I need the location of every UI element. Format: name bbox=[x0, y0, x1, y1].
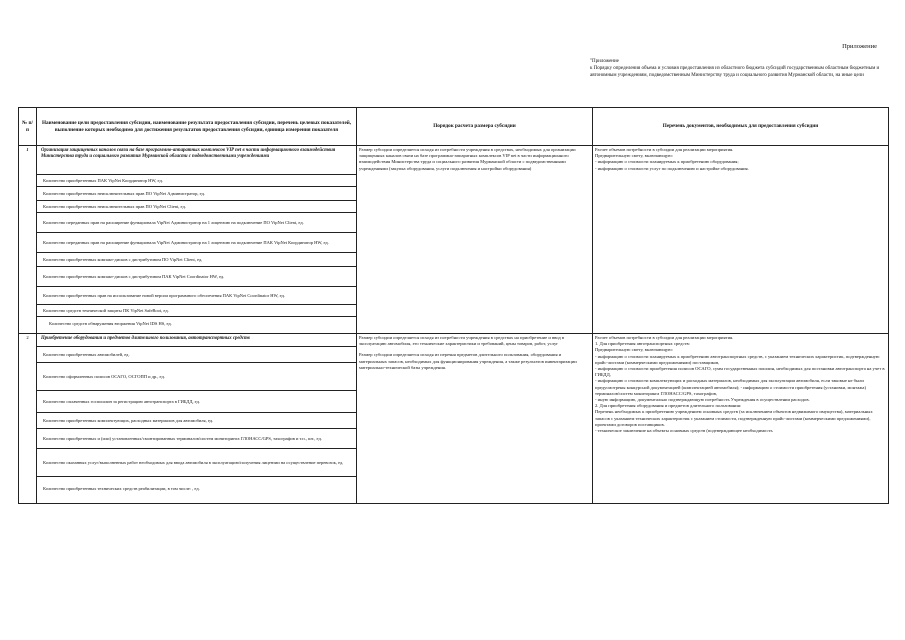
indicator-item: Количество приобретенных комплектующих, расходных материалов для автомобиля, ед. bbox=[37, 412, 356, 428]
indicator-item: Количество оказанных услуг/выполненных работ необходимых для ввода автомобиля в эксплуатацию/получения лицензии на осуществление перевозок, ед. bbox=[37, 448, 356, 476]
indicator-item: Количество приобретенных неисключительных прав ПО VipNet Client, ед. bbox=[37, 200, 356, 212]
indicator-item: Количество оформленных полисов ОСАГО, ОСГОПП и др., ед. bbox=[37, 362, 356, 390]
table-row bbox=[19, 334, 889, 504]
table-header-row bbox=[19, 108, 889, 146]
calc-cell bbox=[357, 334, 593, 504]
goal-title: Организация защищенных каналов связи на базе программно-аппаратных комплексов VIP net в части информационного взаимодействия Министерства труда и социального развития Мурманской области с подведомственными учреждениями bbox=[41, 148, 336, 160]
col-header-calc: Порядок расчета размера субсидии bbox=[357, 108, 593, 146]
col-header-docs: Перечень документов, необходимых для предоставления субсидии bbox=[593, 108, 889, 146]
docs-cell: Расчет объемов потребности в субсидии для реализации мероприятия. 1. Для приобретения автотранспортных средств: Предварительную смету, включающую: - информацию о стоимости планируемых к приобретению автотранспортных средств, с указанием технических характеристик, подтвержденную прайс-листами (коммерческими предложениями) поставщиков, - информацию о стоимости приобретения полисов ОСАГО, сумм государственных пошлин, необходимых для постановки автотранспорта на учет в ГИБДД, - информацию о стоимости комплектующих и расходных материалов, необходимых для эксплуатации автомобиля, если таковые не были предусмотрены конкурсной документацией (комплектацией автомобиля); - информацию о стоимости приобретения (установки, монтажа) терминалов/систем мониторинга ГЛОНАСС/GPS, тахографов, - иную информацию, документально подтверждающую потребность Учреждения в осуществлении расходов. 2. Для приобретения оборудования и предметов длительного пользования: Перечень необходимых к приобретению учреждением основных средств (за исключением объектов недвижимого имущества), материальных запасов с указанием технических характеристик с указанием стоимости, подтвержденную прайс-листами (коммерческими предложениями), проектами договоров поставщиков. - техническое заключение на объекты основных средств (подтверждающее необходимость bbox=[593, 334, 889, 504]
table-row bbox=[19, 146, 889, 334]
goal-title: Приобретение оборудования и предметов длительного пользования, автотранспортных средств bbox=[41, 336, 250, 341]
indicator-item: Количество приобретенных ПАК VipNet Координатор HW, ед. bbox=[37, 174, 356, 186]
appendix-label: Приложение bbox=[842, 43, 877, 50]
indicator-item: Количество приобретенных компакт-дисков с дистрибутивом ПО VipNet Client, ед. bbox=[37, 252, 356, 266]
col-header-number: № п/п bbox=[19, 108, 37, 146]
calc-cell: Размер субсидии определяется исходя из потребности учреждения в средствах, необходимых для организации защищенных каналов связи на базе программно-аппаратных комплексов VIP net в части информационного взаимодействия Министерства труда и социального развития Мурманской области с подведомственными учреждениями (закупка оборудования, услуги подключения и настройки оборудования) bbox=[357, 146, 593, 334]
calc-paragraph: Размер субсидии определяется исходя из перечня предметов длительного пользования, оборудования и материальных запасов, необходимых для функционирования учреждения, а также результатов инвентаризации материально-технической базы учреждения. bbox=[359, 352, 577, 370]
row-number: 2 bbox=[19, 334, 37, 504]
indicator-item: Количество оплаченных госпошлин за регистрацию автотранспорта в ГИБДД, ед. bbox=[37, 390, 356, 412]
indicator-item: Количество приобретенных неисключительных прав ПО VipNet Администратор, ед. bbox=[37, 186, 356, 200]
indicator-item: Количество средств технической защиты ПК VipNet SafeBoot, ед. bbox=[37, 304, 356, 316]
indicator-item: Количество переданных прав на расширение функционала VipNet Администратор на 1 лицензию на подключение ПАК VipNet Координатор HW, ед. bbox=[37, 232, 356, 252]
goal-cell bbox=[37, 146, 357, 334]
calc-paragraph: Размер субсидии определяется исходя из потребности учреждения в средствах на приобретение и ввод в эксплуатацию автомобиля, его технические характеристики и требований, цены товаров, работ, услуг bbox=[359, 335, 565, 347]
row-number: 1 bbox=[19, 146, 37, 334]
col-header-goal: Наименование цели предоставления субсидии, наименование результата предоставления субсидии, перечень целевых показателей, выполнение которых необходимо для достижения результатов предоставления субсидии, единица измерения показателя bbox=[37, 108, 357, 146]
appendix-note: "Приложение к Порядку определения объема и условия предоставления из областного бюджета субсидий государственным областным бюджетным и автономным учреждениям, подведомственным Министерству труда и социального развития Мурманской области, на иные цели bbox=[590, 59, 880, 78]
subsidy-table bbox=[18, 107, 889, 504]
indicator-item: Количество приобретенных технических средств реабилитации, в том числе: , ед. bbox=[37, 476, 356, 500]
indicator-item: Количество приобретенных автомобилей, ед. bbox=[37, 346, 356, 362]
indicator-item: Количество средств обнаружения вторжения VipNet IDS HS, ед. bbox=[37, 316, 356, 330]
indicator-item: Количество приобретенных компакт-дисков с дистрибутивом ПАК VipNet Coordinator HW, ед. bbox=[37, 266, 356, 286]
indicator-item: Количество приобретенных и (или) установленных/смонтированных терминалов/систем мониторинга ГЛОНАСС/GPS, тахографов и т.п., шт., ед. bbox=[37, 428, 356, 448]
indicator-item: Количество переданных прав на расширение функционала VipNet Администратор на 1 лицензию на подключение ПО VipNet Client, ед. bbox=[37, 212, 356, 232]
indicator-item: Количество приобретенных прав на использование новой версии программного обеспечения ПАК VipNet Coordinator HW, ед. bbox=[37, 286, 356, 304]
docs-cell: Расчет объемов потребности в субсидии для реализации мероприятия. Предварительную смету, включающую: - информацию о стоимости планируемых к приобретению оборудования; - информацию о стоимости услуг по подключению и настройке оборудования. bbox=[593, 146, 889, 334]
goal-cell bbox=[37, 334, 357, 504]
